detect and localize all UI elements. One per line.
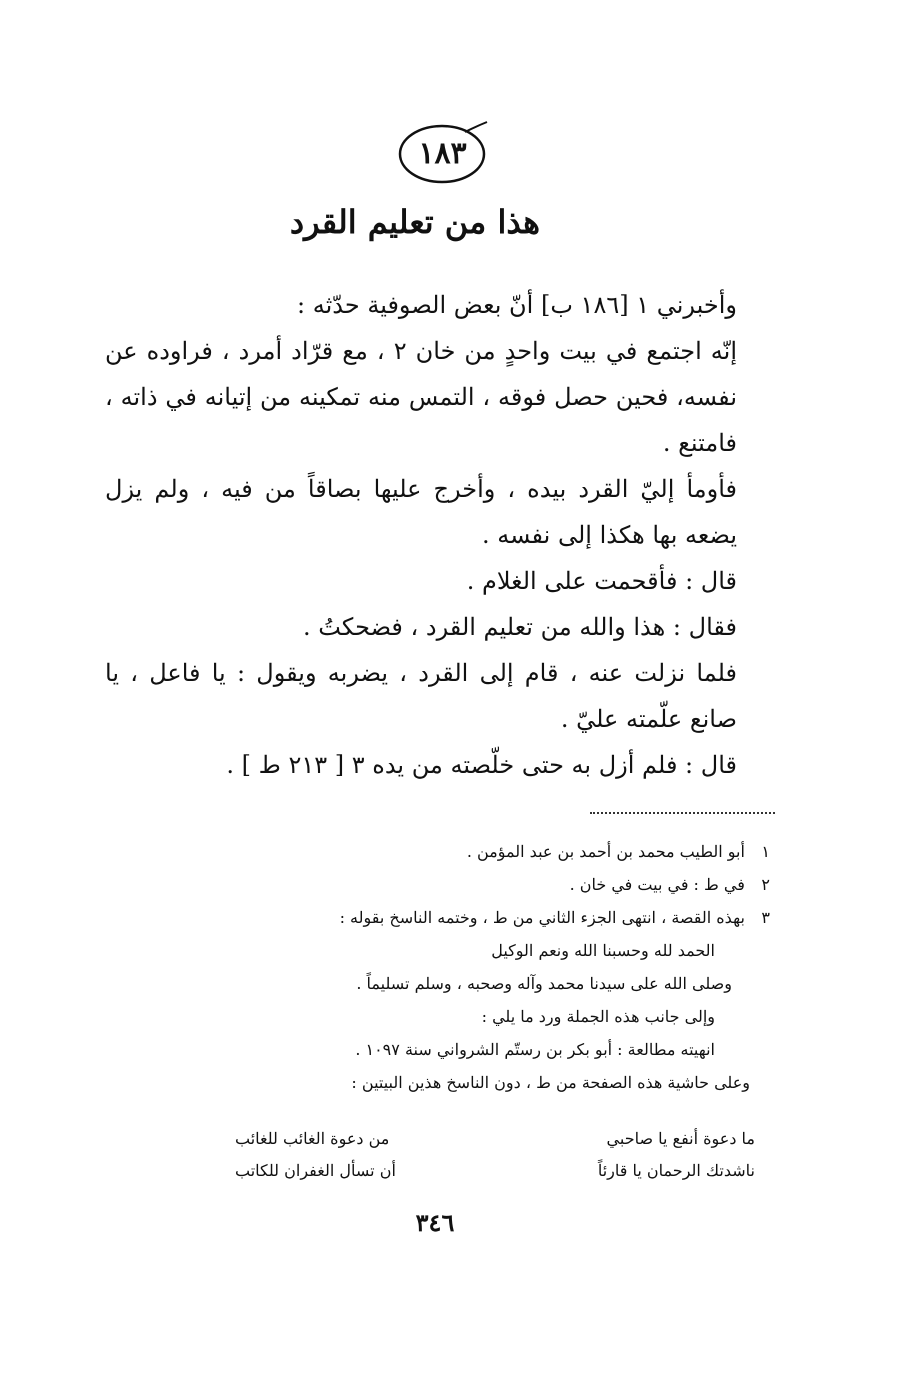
footnote-text: في ط : في بيت في خان . [569,875,745,894]
verse-line-2 [225,1156,775,1186]
paragraph: فقال : هذا والله من تعليم القرد ، فضحكتُ . [303,613,737,641]
story-title: هذا من تعليم القرد [289,203,540,241]
footnote-line: وصلى الله على سيدنا محمد وآله وصحبه ، وسلم تسليماً . [356,974,732,993]
footnote-line: وعلى حاشية هذه الصفحة من ط ، دون الناسخ هذين البيتين : [351,1073,750,1092]
paragraph: قال : فأقحمت على الغلام . [466,567,737,595]
footnote-number: ٣ [761,908,770,927]
paragraph: فلما نزلت عنه ، قام إلى القرد ، يضربه ويقول : يا فاعل ، يا صانع علّمته عليّ . [105,659,737,733]
verse-line-1 [225,1124,775,1154]
footnote-2 [200,868,770,901]
verse-hemistich: أن تسأل الغفران للكاتب [235,1161,396,1180]
paragraph: قال : فلم أزل به حتى خلّصته من يده ٣ [ ٢١٣ ط ] . [226,751,737,779]
footnote-text: بهذه القصة ، انتهى الجزء الثاني من ط ، وختمه الناسخ بقوله : [339,908,745,927]
footnote-number: ١ [761,842,770,861]
verse-hemistich: ما دعوة أنفع يا صاحبي [606,1129,755,1148]
footnote-1 [200,835,770,868]
footnote-divider [590,812,775,814]
footnote-number: ٢ [761,875,770,894]
footnotes [200,835,770,1099]
verse-hemistich: ناشدتك الرحمان يا قارئاً [597,1161,755,1180]
paragraph: وأخبرني ١ [١٨٦ ب] أنّ بعض الصوفية حدّثه : [297,291,737,319]
verse-hemistich: من دعوة الغائب للغائب [235,1129,390,1148]
footnote-3 [200,901,770,934]
footnote-line: وإلى جانب هذه الجملة ورد ما يلي : [481,1007,715,1026]
story-body [105,282,780,788]
footnote-line: الحمد لله وحسبنا الله ونعم الوكيل [491,941,715,960]
paragraph: إنّه اجتمع في بيت واحدٍ من خان ٢ ، مع قرّاد أمرد ، فراوده عن نفسه، فحين حصل فوقه ، التمس منه تمكينه من إتيانه في ذاته ، فامتنع . [105,337,737,457]
page-number: ٣٤٦ [415,1208,455,1237]
story-number: ١٨٣ [418,136,467,171]
footnote-line: انهيته مطالعة : أبو بكر بن رستّم الشرواني سنة ١٠٩٧ . [355,1040,715,1059]
paragraph: فأومأ إليّ القرد بيده ، وأخرج عليها بصاقاً من فيه ، ولم يزل يضعه بها هكذا إلى نفسه . [105,475,737,549]
story-number-badge [395,118,490,188]
footnote-text: أبو الطيب محمد بن أحمد بن عبد المؤمن . [466,842,745,861]
